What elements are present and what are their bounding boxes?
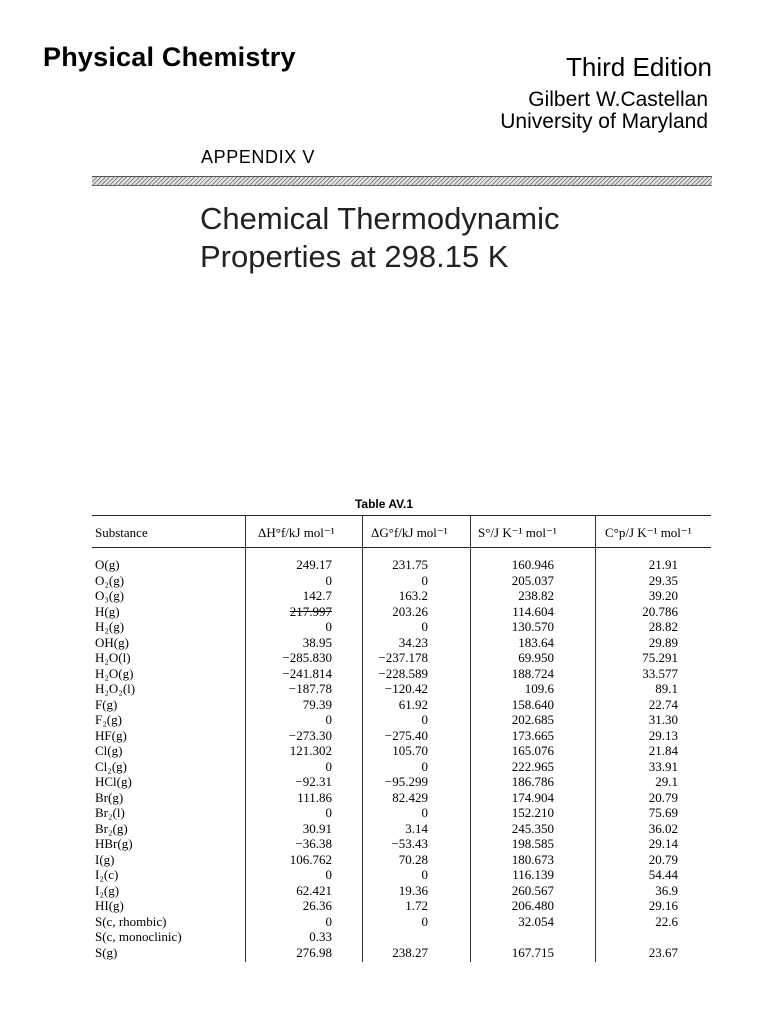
enthalpy-cell: −285.830	[282, 650, 332, 665]
column-header-enthalpy: ΔH°f/kJ mol⁻¹	[258, 525, 335, 540]
substance-cell: HI(g)	[95, 898, 124, 913]
substance-cell: HF(g)	[95, 727, 127, 743]
substance-cell: F(g)	[95, 696, 118, 712]
entropy-cell: 205.037	[511, 572, 554, 588]
university-name: University of Maryland	[500, 110, 708, 133]
table-row	[0, 666, 768, 682]
substance-cell: H₂O(l)	[95, 650, 131, 665]
table-row	[0, 774, 768, 790]
heat-capacity-cell: 29.1	[655, 774, 678, 789]
decorative-hatch-rule	[92, 176, 712, 186]
table-row	[0, 604, 768, 620]
heat-capacity-cell: 31.30	[648, 712, 678, 727]
substance-cell: I₂(c)	[95, 867, 119, 882]
table-row	[0, 805, 768, 821]
enthalpy-cell: 0	[325, 913, 332, 929]
substance-cell: HBr(g)	[95, 836, 133, 851]
substance-cell: I(g)	[95, 851, 115, 867]
entropy-cell: 130.570	[511, 619, 554, 634]
appendix-title-line1: Chemical Thermodynamic	[200, 201, 560, 236]
entropy-cell: 245.350	[511, 820, 554, 836]
gibbs-cell: 82.429	[392, 789, 428, 805]
entropy-cell: 202.685	[511, 712, 554, 727]
substance-cell: H(g)	[95, 603, 120, 619]
column-header-gibbs: ΔG°f/kJ mol⁻¹	[371, 525, 448, 540]
table-row	[0, 573, 768, 589]
enthalpy-cell: 0	[325, 867, 332, 882]
enthalpy-cell: −273.30	[288, 727, 332, 743]
gibbs-cell: 0	[421, 712, 428, 727]
entropy-cell: 188.724	[511, 665, 554, 681]
enthalpy-cell: 0	[325, 572, 332, 588]
entropy-cell: 260.567	[511, 882, 554, 898]
substance-cell: O₂(g)	[95, 572, 125, 588]
substance-cell: O₃(g)	[95, 588, 125, 603]
gibbs-cell: 70.28	[398, 851, 428, 867]
heat-capacity-cell: 33.91	[648, 758, 678, 774]
enthalpy-cell: 111.86	[297, 789, 332, 805]
table-body	[0, 557, 768, 960]
entropy-cell: 152.210	[511, 805, 554, 820]
enthalpy-cell: −92.31	[295, 774, 332, 789]
table-row	[0, 790, 768, 806]
enthalpy-cell: −241.814	[282, 665, 332, 681]
gibbs-cell: 19.36	[398, 882, 428, 898]
table-row	[0, 728, 768, 744]
enthalpy-cell: 0	[325, 619, 332, 634]
gibbs-cell: −275.40	[384, 727, 428, 743]
table-row	[0, 557, 768, 573]
substance-cell: Cl(g)	[95, 743, 123, 758]
entropy-cell: 160.946	[511, 557, 554, 572]
heat-capacity-cell: 39.20	[648, 588, 678, 603]
substance-cell: F₂(g)	[95, 712, 122, 727]
entropy-cell: 173.665	[511, 727, 554, 743]
substance-cell: HCl(g)	[95, 774, 132, 789]
table-caption: Table AV.1	[354, 497, 414, 511]
gibbs-cell: −95.299	[384, 774, 428, 789]
entropy-cell: 167.715	[511, 944, 554, 960]
table-row	[0, 619, 768, 635]
enthalpy-cell: 106.762	[289, 851, 332, 867]
table-row	[0, 852, 768, 868]
substance-cell: I₂(g)	[95, 882, 120, 898]
heat-capacity-cell: 29.14	[648, 836, 678, 851]
entropy-cell: 206.480	[511, 898, 554, 913]
entropy-cell: 114.604	[512, 603, 554, 619]
entropy-cell: 165.076	[511, 743, 554, 758]
enthalpy-cell: 30.91	[302, 820, 332, 836]
gibbs-cell: 34.23	[398, 634, 428, 650]
enthalpy-cell: −36.38	[295, 836, 332, 851]
table-row	[0, 743, 768, 759]
gibbs-cell: 0	[421, 913, 428, 929]
edition-label: Third Edition	[566, 52, 712, 82]
substance-cell: H₂(g)	[95, 619, 125, 634]
enthalpy-cell: 121.302	[289, 743, 332, 758]
heat-capacity-cell: 20.79	[648, 789, 678, 805]
substance-cell: S(c, rhombic)	[95, 913, 167, 929]
substance-cell: H₂O₂(l)	[95, 681, 136, 696]
enthalpy-cell: 0	[325, 712, 332, 727]
enthalpy-cell: 0	[325, 805, 332, 820]
substance-cell: S(c, monoclinic)	[95, 929, 182, 944]
substance-cell: Br₂(g)	[95, 820, 128, 836]
table-row	[0, 945, 768, 961]
table-row	[0, 759, 768, 775]
substance-cell: Br(g)	[95, 789, 124, 805]
gibbs-cell: −228.589	[378, 665, 428, 681]
gibbs-cell: 163.2	[398, 588, 428, 603]
enthalpy-cell: −187.78	[288, 681, 332, 696]
gibbs-cell: 0	[421, 572, 428, 588]
entropy-cell: 238.82	[518, 588, 554, 603]
entropy-cell: 158.640	[511, 696, 554, 712]
entropy-cell: 186.786	[511, 774, 554, 789]
gibbs-cell: 0	[421, 867, 428, 882]
heat-capacity-cell: 33.577	[642, 665, 678, 681]
table-row	[0, 821, 768, 837]
table-row	[0, 914, 768, 930]
table-row	[0, 712, 768, 728]
heat-capacity-cell: 75.291	[642, 650, 678, 665]
substance-cell: S(g)	[95, 944, 118, 960]
enthalpy-cell: 26.36	[302, 898, 332, 913]
substance-cell: OH(g)	[95, 634, 129, 650]
substance-cell: H₂O(g)	[95, 665, 134, 681]
gibbs-cell: 0	[421, 619, 428, 634]
table-top-rule	[92, 515, 711, 516]
table-row	[0, 898, 768, 914]
table-row	[0, 929, 768, 945]
table-row	[0, 836, 768, 852]
entropy-cell: 69.950	[518, 650, 554, 665]
table-row	[0, 883, 768, 899]
substance-cell: O(g)	[95, 557, 120, 572]
table-row	[0, 697, 768, 713]
appendix-label: APPENDIX V	[201, 147, 316, 167]
table-header-rule	[92, 547, 711, 548]
table-row	[0, 635, 768, 651]
table-row	[0, 681, 768, 697]
enthalpy-cell: 217.997	[289, 603, 332, 619]
entropy-cell: 174.904	[511, 789, 554, 805]
heat-capacity-cell: 29.16	[648, 898, 678, 913]
heat-capacity-cell: 22.74	[648, 696, 678, 712]
gibbs-cell: 61.92	[398, 696, 428, 712]
gibbs-cell: 238.27	[392, 944, 428, 960]
book-title: Physical Chemistry	[43, 42, 296, 72]
enthalpy-cell: 249.17	[296, 557, 332, 572]
heat-capacity-cell: 28.82	[648, 619, 678, 634]
gibbs-cell: 0	[421, 758, 428, 774]
entropy-cell: 198.585	[511, 836, 554, 851]
gibbs-cell: 0	[421, 805, 428, 820]
substance-cell: Cl₂(g)	[95, 758, 127, 774]
heat-capacity-cell: 22.6	[655, 913, 678, 929]
enthalpy-cell: 0	[325, 758, 332, 774]
heat-capacity-cell: 29.35	[648, 572, 678, 588]
appendix-title	[200, 200, 560, 276]
heat-capacity-cell: 21.84	[648, 743, 678, 758]
enthalpy-cell: 79.39	[302, 696, 332, 712]
enthalpy-cell: 142.7	[302, 588, 332, 603]
entropy-cell: 180.673	[511, 851, 554, 867]
gibbs-cell: 3.14	[405, 820, 428, 836]
enthalpy-cell: 276.98	[296, 944, 332, 960]
column-header-entropy: S°/J K⁻¹ mol⁻¹	[478, 525, 557, 540]
gibbs-cell: −237.178	[378, 650, 428, 665]
entropy-cell: 222.965	[511, 758, 554, 774]
entropy-cell: 109.6	[524, 681, 554, 696]
gibbs-cell: 1.72	[405, 898, 428, 913]
enthalpy-cell: 62.421	[296, 882, 332, 898]
heat-capacity-cell: 36.9	[655, 882, 678, 898]
heat-capacity-cell: 29.13	[648, 727, 678, 743]
column-header-heat-capacity: C°p/J K⁻¹ mol⁻¹	[605, 525, 692, 540]
gibbs-cell: −53.43	[391, 836, 428, 851]
column-header-substance: Substance	[95, 525, 148, 540]
gibbs-cell: −120.42	[384, 681, 428, 696]
heat-capacity-cell: 75.69	[648, 805, 678, 820]
table-row	[0, 650, 768, 666]
entropy-cell: 183.64	[518, 634, 554, 650]
author-name: Gilbert W.Castellan	[528, 88, 708, 111]
gibbs-cell: 105.70	[392, 743, 428, 758]
heat-capacity-cell: 23.67	[648, 944, 678, 960]
enthalpy-cell: 0.33	[309, 929, 332, 944]
heat-capacity-cell: 20.786	[642, 603, 678, 619]
gibbs-cell: 231.75	[392, 557, 428, 572]
gibbs-cell: 203.26	[392, 603, 428, 619]
heat-capacity-cell: 54.44	[648, 867, 678, 882]
entropy-cell: 116.139	[512, 867, 554, 882]
table-row	[0, 867, 768, 883]
substance-cell: Br₂(l)	[95, 805, 125, 820]
heat-capacity-cell: 36.02	[648, 820, 678, 836]
appendix-title-line2: Properties at 298.15 K	[200, 239, 509, 274]
heat-capacity-cell: 89.1	[655, 681, 678, 696]
heat-capacity-cell: 21.91	[648, 557, 678, 572]
enthalpy-cell: 38.95	[302, 634, 332, 650]
entropy-cell: 32.054	[518, 913, 554, 929]
heat-capacity-cell: 20.79	[648, 851, 678, 867]
heat-capacity-cell: 29.89	[648, 634, 678, 650]
table-row	[0, 588, 768, 604]
